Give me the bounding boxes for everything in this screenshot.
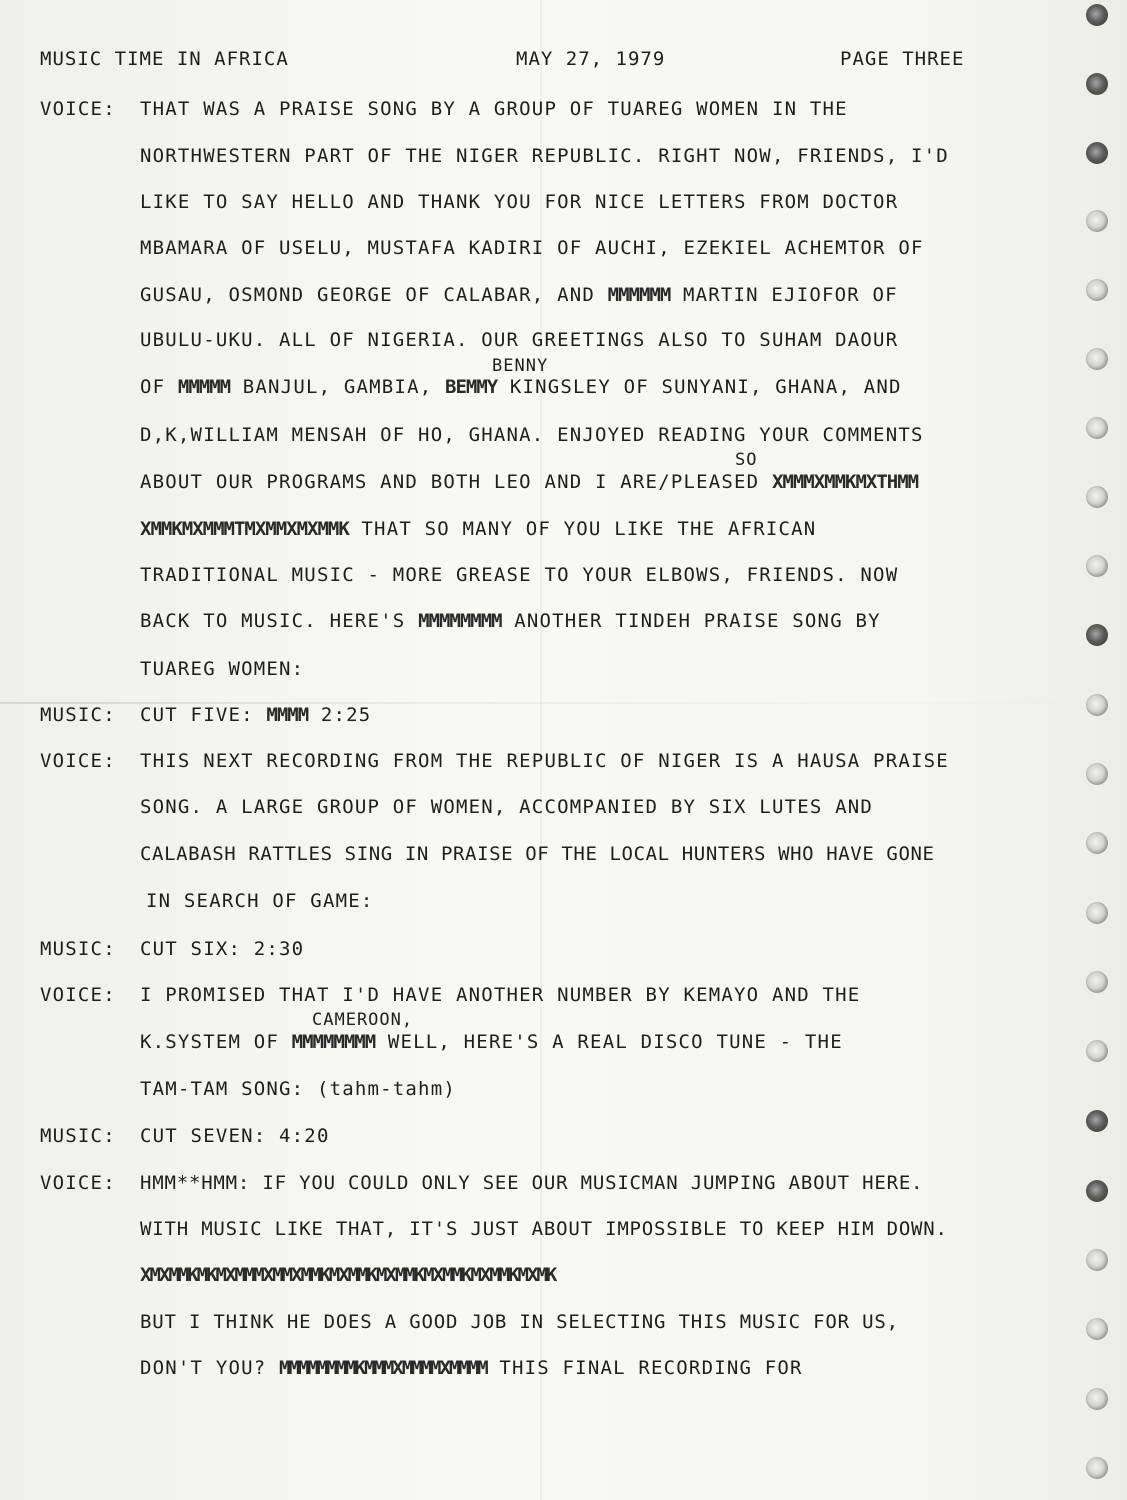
speaker-label: VOICE:	[40, 750, 116, 772]
feed-hole	[1086, 555, 1108, 577]
feed-hole	[1086, 971, 1108, 993]
script-line: TUAREG WOMEN:	[140, 658, 305, 680]
line-text: MARTIN EJIOFOR OF	[682, 284, 898, 306]
feed-hole	[1086, 902, 1108, 924]
script-line: HMM**HMM: IF YOU COULD ONLY SEE OUR MUSICMAN JUMPING ABOUT HERE.	[140, 1172, 924, 1194]
feed-hole	[1086, 832, 1108, 854]
speaker-label: MUSIC:	[40, 938, 116, 960]
feed-hole	[1086, 694, 1108, 716]
strikeout-text: MMMM	[266, 704, 309, 726]
script-line	[140, 1357, 803, 1379]
line-text: DON'T YOU?	[140, 1357, 267, 1379]
line-text: GUSAU, OSMOND GEORGE OF CALABAR, AND	[140, 284, 596, 306]
speaker-label: VOICE:	[40, 984, 116, 1006]
speaker-label: VOICE:	[40, 1172, 116, 1194]
header-page: PAGE THREE	[840, 48, 965, 70]
script-line: CUT SEVEN: 4:20	[140, 1125, 330, 1147]
strikeout-text: XMMKMXMMMTMXMMXMXMMK	[140, 518, 349, 540]
feed-hole	[1086, 486, 1108, 508]
strikeout-text: MMMMMMMM	[291, 1031, 376, 1053]
line-text: ABOUT OUR PROGRAMS AND BOTH LEO AND I ARE/PLEASED	[140, 471, 760, 493]
script-line: CALABASH RATTLES SING IN PRAISE OF THE LOCAL HUNTERS WHO HAVE GONE	[140, 843, 935, 865]
handwritten-insertion: BENNY	[492, 356, 549, 376]
feed-hole	[1086, 210, 1108, 232]
feed-hole	[1086, 1040, 1108, 1062]
script-line: BUT I THINK HE DOES A GOOD JOB IN SELECTING THIS MUSIC FOR US,	[140, 1311, 899, 1333]
feed-hole	[1086, 279, 1108, 301]
script-line: WITH MUSIC LIKE THAT, IT'S JUST ABOUT IMPOSSIBLE TO KEEP HIM DOWN.	[140, 1218, 948, 1240]
script-line	[140, 471, 918, 493]
line-text: THAT SO MANY OF YOU LIKE THE AFRICAN	[361, 518, 817, 540]
script-line: SONG. A LARGE GROUP OF WOMEN, ACCOMPANIED BY SIX LUTES AND	[140, 796, 874, 818]
line-text: K.SYSTEM OF	[140, 1031, 280, 1053]
header-title: MUSIC TIME IN AFRICA	[40, 48, 289, 70]
feed-hole	[1086, 1110, 1108, 1132]
line-text: CUT FIVE:	[140, 704, 254, 726]
script-line	[140, 704, 371, 726]
line-text: OF	[140, 376, 166, 398]
script-line	[140, 1264, 555, 1286]
feed-hole	[1086, 417, 1108, 439]
strikeout-text: MMMMMMMMKMMMXMMMMXMMMM	[279, 1357, 487, 1379]
line-text: KINGSLEY OF SUNYANI, GHANA, AND	[509, 376, 902, 398]
script-line	[140, 1031, 843, 1053]
feed-hole	[1086, 1318, 1108, 1340]
script-line	[140, 518, 816, 540]
feed-hole	[1086, 348, 1108, 370]
feed-hole	[1086, 763, 1108, 785]
script-line: TRADITIONAL MUSIC - MORE GREASE TO YOUR ELBOWS, FRIENDS. NOW	[140, 564, 899, 586]
line-text: 2:25	[320, 704, 372, 726]
script-line: CUT SIX: 2:30	[140, 938, 305, 960]
feed-hole	[1086, 1457, 1108, 1479]
line-text: ANOTHER TINDEH PRAISE SONG BY	[514, 610, 881, 632]
handwritten-insertion: SO	[735, 450, 758, 470]
feed-hole	[1086, 624, 1108, 646]
handwritten-insertion: CAMEROON,	[312, 1010, 414, 1030]
feed-hole	[1086, 4, 1108, 26]
script-line: LIKE TO SAY HELLO AND THANK YOU FOR NICE LETTERS FROM DOCTOR	[140, 191, 899, 213]
script-line: UBULU-UKU. ALL OF NIGERIA. OUR GREETINGS ALSO TO SUHAM DAOUR	[140, 329, 899, 351]
feed-hole	[1086, 1388, 1108, 1410]
strikeout-text: BEMMY	[445, 376, 498, 398]
feed-hole	[1086, 142, 1108, 164]
strikeout-text: MMMMMMMM	[418, 610, 502, 632]
line-text: BANJUL, GAMBIA,	[242, 376, 433, 398]
speaker-label: MUSIC:	[40, 1125, 116, 1147]
script-line	[140, 284, 898, 306]
line-text: BACK TO MUSIC. HERE'S	[140, 610, 406, 632]
strikeout-text: XMMMXMMKMXTHMM	[771, 471, 919, 493]
strikeout-text: MMMMMM	[607, 284, 671, 306]
script-line: MBAMARA OF USELU, MUSTAFA KADIRI OF AUCHI, EZEKIEL ACHEMTOR OF	[140, 237, 924, 259]
feed-hole	[1086, 1249, 1108, 1271]
feed-hole	[1086, 73, 1108, 95]
script-line: I PROMISED THAT I'D HAVE ANOTHER NUMBER BY KEMAYO AND THE	[140, 984, 861, 1006]
strikeout-text: XMXMMKMKMXMMMXMMXMMKMXMMKMXMMKMXMMKMXMMKMXMK	[140, 1264, 556, 1286]
script-line	[140, 610, 881, 632]
feed-hole	[1086, 1180, 1108, 1202]
line-text: WELL, HERE'S A REAL DISCO TUNE - THE	[387, 1031, 843, 1053]
script-line: IN SEARCH OF GAME:	[146, 890, 374, 912]
header-date: MAY 27, 1979	[516, 48, 666, 70]
speaker-label: MUSIC:	[40, 704, 116, 726]
script-line: TAM-TAM SONG: (tahm-tahm)	[140, 1078, 456, 1100]
script-line	[140, 376, 902, 398]
strikeout-text: MMMMM	[177, 376, 231, 398]
speaker-label: VOICE:	[40, 98, 116, 120]
script-line: THAT WAS A PRAISE SONG BY A GROUP OF TUAREG WOMEN IN THE	[140, 98, 848, 120]
script-line: NORTHWESTERN PART OF THE NIGER REPUBLIC. RIGHT NOW, FRIENDS, I'D	[140, 145, 949, 167]
script-line: D,K,WILLIAM MENSAH OF HO, GHANA. ENJOYED READING YOUR COMMENTS	[140, 424, 924, 446]
line-text: THIS FINAL RECORDING FOR	[499, 1357, 803, 1379]
script-line: THIS NEXT RECORDING FROM THE REPUBLIC OF NIGER IS A HAUSA PRAISE	[140, 750, 949, 772]
